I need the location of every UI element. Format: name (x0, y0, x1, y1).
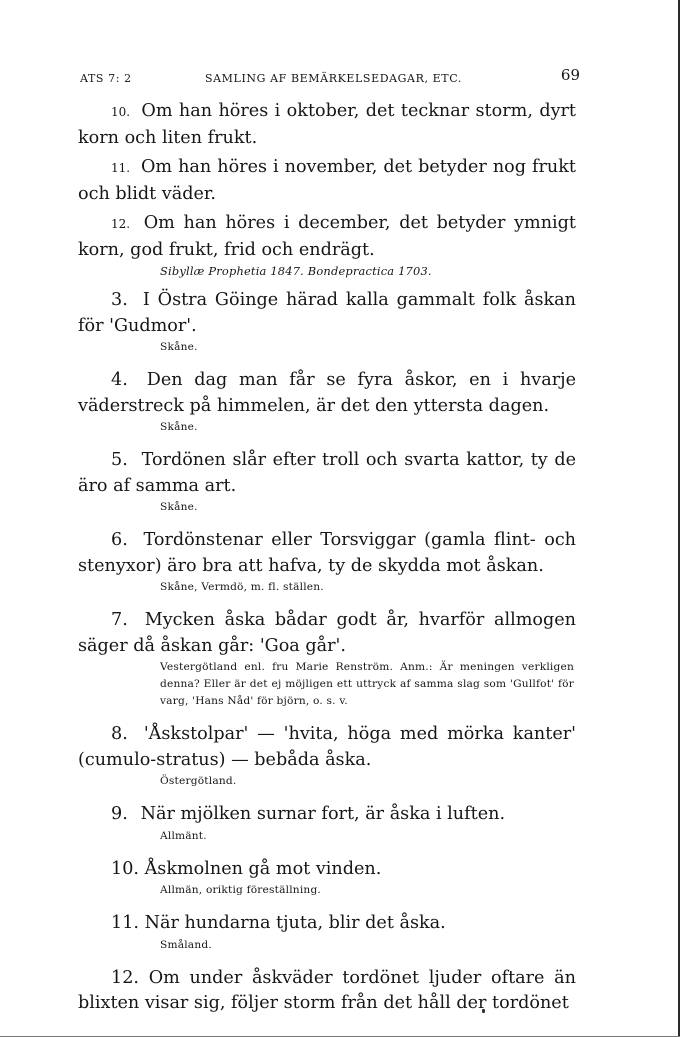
entry-number: 3. (111, 290, 128, 310)
page-body (78, 99, 576, 1021)
page-number: 69 (560, 66, 580, 84)
entry-source: Allmänt. (160, 829, 207, 842)
entry-10-october (78, 99, 576, 151)
entry-source: Östergötland. (160, 775, 237, 787)
entry-number: 12. (111, 967, 139, 988)
entry-source: Småland. (160, 938, 212, 951)
entry-text: Om han höres i december, det betyder ymnigt korn, god frukt, frid och endrägt. (78, 213, 577, 260)
entry-number: 11. (111, 913, 139, 933)
entry-source: Allmän, oriktig föreställning. (160, 884, 321, 896)
entry-10 (78, 857, 576, 900)
entry-number: 4. (111, 370, 128, 390)
running-title: SAMLING AF BEMÄRKELSEDAGAR, ETC. (205, 72, 462, 85)
entry-text: Åskmolnen gå mot vinden. (144, 858, 382, 879)
entry-text: 'Åskstolpar' — 'hvita, höga med mörka kanter' (cumulo-stratus) — bebåda åska. (78, 724, 576, 770)
entry-text: Mycken åska bådar godt år, hvarför allmogen säger då åskan går: 'Goa går'. (78, 610, 576, 656)
running-header (80, 68, 580, 88)
entry-12-december (78, 211, 576, 280)
entry-8 (78, 722, 576, 790)
entry-11 (78, 911, 576, 954)
entry-number: 11. (111, 161, 131, 175)
entry-number: 8. (111, 724, 128, 744)
entry-source: Skåne. (160, 421, 198, 433)
entry-source: Skåne, Vermdö, m. fl. ställen. (160, 581, 324, 593)
entry-number: 5. (111, 450, 128, 470)
entry-source: Sibyllæ Prophetia 1847. Bondepractica 1703. (160, 264, 432, 278)
entry-6 (78, 528, 576, 596)
entry-number: 9. (111, 804, 128, 824)
entry-text: I Östra Göinge härad kalla gammalt folk åskan för 'Gudmor'. (78, 290, 577, 336)
entry-text: När mjölken surnar fort, är åska i luften. (140, 804, 506, 824)
series-label: ATS 7: 2 (80, 72, 132, 85)
entry-4 (78, 368, 576, 436)
entry-number: 7. (111, 610, 128, 630)
entry-9 (78, 802, 576, 845)
entry-source: Vestergötland enl. fru Marie Renström. Anm.: Är meningen verkligen denna? Eller är det ej möjligen ett uttryck af samma slag som 'Gullfot' för varg, 'Hans Nåd' för björn, o. s. v. (160, 661, 574, 707)
entry-source: Skåne. (160, 501, 198, 513)
entry-text: Den dag man får se fyra åskor, en i hvarje väderstreck på himmelen, är det den yttersta dagen. (78, 370, 576, 416)
entry-number: 6. (111, 530, 128, 550)
entry-source: Skåne. (160, 341, 198, 353)
entry-7 (78, 608, 576, 710)
entry-text: Om han höres i oktober, det tecknar storm, dyrt korn och liten frukt. (78, 101, 576, 148)
entry-5 (78, 448, 576, 516)
entry-number: 10. (111, 858, 139, 879)
entry-number: 10. (111, 105, 131, 119)
entry-11-november (78, 155, 576, 207)
entry-number: 12. (111, 217, 131, 231)
entry-text: Tordönen slår efter troll och svarta kattor, ty de äro af samma art. (78, 450, 576, 496)
entry-3 (78, 288, 576, 356)
entry-text: Om han höres i november, det betyder nog frukt och blidt väder. (78, 157, 576, 204)
entry-12 (78, 966, 576, 1017)
entry-text: Tordönstenar eller Torsviggar (gamla flint- och stenyxor) äro bra att hafva, ty de skydda mot åskan. (78, 530, 577, 576)
entry-text: Om under åskväder tordönet ljuder oftare än blixten visar sig, följer storm från det håll der tordönet (78, 967, 576, 1013)
entry-text: När hundarna tjuta, blir det åska. (144, 913, 446, 933)
